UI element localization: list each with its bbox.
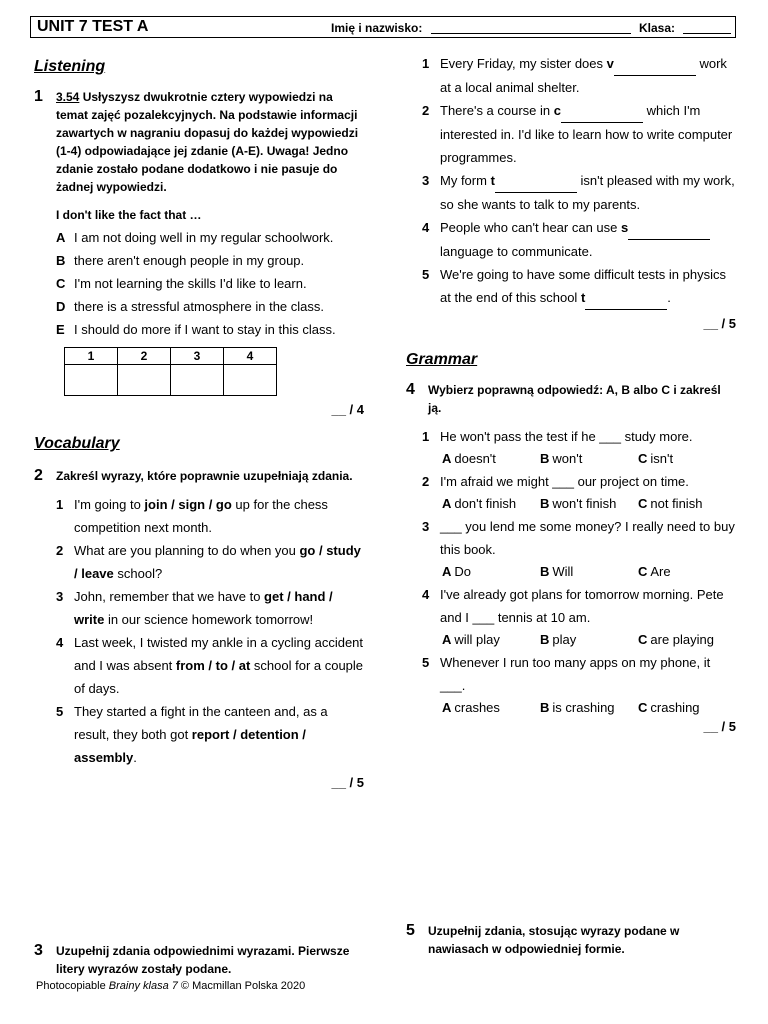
answer-option[interactable] bbox=[638, 448, 736, 470]
listening-option bbox=[56, 226, 364, 249]
name-label: Imię i nazwisko: bbox=[331, 21, 423, 35]
answer-cell[interactable] bbox=[118, 365, 171, 396]
listening-options bbox=[34, 226, 364, 341]
vocabulary-item bbox=[56, 585, 364, 631]
task-2 bbox=[34, 467, 364, 485]
task-3-heading bbox=[34, 942, 364, 978]
blank-field[interactable]: t bbox=[491, 173, 577, 188]
option-letter: C bbox=[638, 564, 648, 579]
grammar-item bbox=[422, 425, 736, 448]
option-text: I am not doing well in my regular schoolwork. bbox=[74, 230, 334, 245]
fill-in-item bbox=[422, 216, 736, 263]
option-letter: B bbox=[540, 496, 550, 511]
word-choice[interactable]: go / study / leave bbox=[74, 543, 361, 581]
answer-option[interactable] bbox=[638, 629, 736, 651]
answer-cell[interactable] bbox=[65, 365, 118, 396]
option-text: won't bbox=[552, 451, 583, 466]
listening-option bbox=[56, 272, 364, 295]
option-text: don't finish bbox=[454, 496, 517, 511]
option-letter: E bbox=[56, 322, 65, 337]
task-number: 1 bbox=[34, 88, 43, 105]
name-field[interactable] bbox=[431, 33, 631, 34]
table-header-cell: 1 bbox=[65, 348, 118, 365]
answer-option[interactable] bbox=[540, 561, 638, 583]
option-letter: B bbox=[540, 451, 550, 466]
answer-table bbox=[64, 347, 277, 396]
blank-field[interactable]: s bbox=[621, 220, 710, 235]
item-number: 5 bbox=[422, 655, 430, 670]
answer-options bbox=[442, 448, 736, 470]
item-text: There's a course in c which I'm interested in. I'd like to learn how to write computer programmes. bbox=[440, 99, 736, 169]
answer-option[interactable] bbox=[638, 561, 736, 583]
option-letter: A bbox=[56, 230, 66, 245]
task-instruction: 3.54 Usłyszysz dwukrotnie cztery wypowiedzi na temat zajęć pozalekcyjnych. Na podstawie informacji zawartych w nagraniu dopasuj do każdej wypowiedzi (1-4) odpowiadające jej zdanie (A-E). Uwaga! Jedno zdanie zostało podane dodatkowo i nie pasuje do żadnej wypowiedzi. bbox=[56, 90, 359, 194]
option-letter: C bbox=[638, 451, 648, 466]
answer-options bbox=[442, 561, 736, 583]
listening-option bbox=[56, 249, 364, 272]
answer-option[interactable] bbox=[540, 493, 638, 515]
listening-title: Listening bbox=[34, 58, 106, 75]
option-text: isn't bbox=[650, 451, 674, 466]
listening-option bbox=[56, 295, 364, 318]
answer-option[interactable] bbox=[540, 448, 638, 470]
option-letter: B bbox=[56, 253, 66, 268]
grammar-title: Grammar bbox=[406, 351, 478, 368]
answer-cell[interactable] bbox=[224, 365, 277, 396]
table-header-cell: 3 bbox=[171, 348, 224, 365]
grammar-item bbox=[422, 515, 736, 561]
option-letter: A bbox=[442, 564, 452, 579]
task-instruction: Zakreśl wyrazy, które poprawnie uzupełniają zdania. bbox=[56, 469, 353, 483]
answer-option[interactable] bbox=[442, 629, 540, 651]
task-4 bbox=[406, 381, 736, 417]
option-text: there aren't enough people in my group. bbox=[74, 253, 305, 268]
item-text: Every Friday, my sister does v work at a local animal shelter. bbox=[440, 52, 736, 99]
class-field[interactable] bbox=[683, 33, 731, 34]
fill-in-item bbox=[422, 99, 736, 169]
vocabulary-item bbox=[56, 493, 364, 539]
right-column bbox=[406, 52, 736, 734]
grammar-item bbox=[422, 651, 736, 697]
option-letter: C bbox=[638, 632, 648, 647]
option-text: doesn't bbox=[454, 451, 496, 466]
vocabulary-item bbox=[56, 631, 364, 700]
blank-field[interactable]: c bbox=[554, 103, 643, 118]
option-text: not finish bbox=[650, 496, 703, 511]
question-text: ___ you lend me some money? I really need to buy this book. bbox=[440, 519, 735, 557]
answer-options bbox=[442, 629, 736, 651]
item-number: 3 bbox=[422, 519, 430, 534]
vocabulary-item bbox=[56, 700, 364, 769]
item-text: We're going to have some difficult tests in physics at the end of this school t . bbox=[440, 263, 736, 310]
option-letter: C bbox=[638, 700, 648, 715]
option-letter: A bbox=[442, 496, 452, 511]
fill-in-item bbox=[422, 169, 736, 216]
vocabulary-title: Vocabulary bbox=[34, 435, 120, 452]
answer-option[interactable] bbox=[540, 697, 638, 719]
task-number: 4 bbox=[406, 381, 415, 398]
option-letter: C bbox=[56, 276, 66, 291]
item-number: 4 bbox=[56, 635, 64, 650]
listening-option bbox=[56, 318, 364, 341]
vocabulary-item bbox=[56, 539, 364, 585]
word-choice[interactable]: join / sign / go bbox=[144, 497, 232, 512]
item-text: My form t isn't pleased with my work, so she wants to talk to my parents. bbox=[440, 169, 736, 216]
item-number: 2 bbox=[422, 474, 430, 489]
vocabulary-items bbox=[34, 493, 364, 769]
item-number: 3 bbox=[422, 173, 430, 188]
unit-title: UNIT 7 TEST A bbox=[37, 18, 149, 35]
answer-option[interactable] bbox=[638, 493, 736, 515]
answer-cell[interactable] bbox=[171, 365, 224, 396]
option-text: won't finish bbox=[552, 496, 617, 511]
answer-options bbox=[442, 493, 736, 515]
answer-option[interactable] bbox=[442, 448, 540, 470]
question-text: I've already got plans for tomorrow morning. Pete and I ___ tennis at 10 am. bbox=[440, 587, 724, 625]
grammar-item bbox=[422, 583, 736, 629]
listening-stem: I don't like the fact that … bbox=[56, 208, 202, 222]
option-text: play bbox=[552, 632, 577, 647]
option-text: I should do more if I want to stay in this class. bbox=[74, 322, 336, 337]
item-text: People who can't hear can use s language to communicate. bbox=[440, 216, 736, 263]
task-3-items bbox=[406, 52, 736, 310]
answer-option[interactable] bbox=[442, 493, 540, 515]
item-text: What are you planning to do when you go / study / leave school? bbox=[74, 543, 361, 581]
blank-field[interactable]: v bbox=[607, 56, 696, 71]
item-text: I'm going to join / sign / go up for the chess competition next month. bbox=[74, 497, 328, 535]
left-column bbox=[34, 48, 364, 790]
option-text: I'm not learning the skills I'd like to learn. bbox=[74, 276, 307, 291]
answer-options bbox=[442, 697, 736, 719]
fill-in-item bbox=[422, 263, 736, 310]
answer-option[interactable] bbox=[638, 697, 736, 719]
option-letter: A bbox=[442, 451, 452, 466]
option-text: crashing bbox=[650, 700, 700, 715]
score-task-1: __ / 4 bbox=[331, 402, 364, 417]
grammar-items bbox=[406, 425, 736, 719]
option-text: there is a stressful atmosphere in the class. bbox=[74, 299, 325, 314]
fill-in-item bbox=[422, 52, 736, 99]
task-number: 2 bbox=[34, 467, 43, 484]
item-text: Last week, I twisted my ankle in a cycling accident and I was absent from / to / at school for a couple of days. bbox=[74, 635, 364, 696]
option-letter: D bbox=[56, 299, 66, 314]
grammar-item bbox=[422, 470, 736, 493]
option-letter: A bbox=[442, 700, 452, 715]
option-letter: B bbox=[540, 700, 550, 715]
item-number: 2 bbox=[56, 543, 64, 558]
item-number: 5 bbox=[56, 704, 64, 719]
option-text: will play bbox=[454, 632, 500, 647]
score-task-4: __ / 5 bbox=[703, 719, 736, 734]
task-number: 3 bbox=[34, 942, 43, 959]
item-number: 1 bbox=[56, 497, 64, 512]
task-instruction: Uzupełnij zdania odpowiednimi wyrazami. Pierwsze litery wyrazów zostały podane. bbox=[56, 944, 350, 976]
class-label: Klasa: bbox=[639, 21, 676, 35]
answer-option[interactable] bbox=[442, 561, 540, 583]
option-text: Are bbox=[650, 564, 671, 579]
word-choice[interactable]: from / to / at bbox=[175, 658, 251, 673]
task-instruction: Uzupełnij zdania, stosując wyrazy podane w nawiasach w odpowiedniej formie. bbox=[428, 924, 680, 956]
word-choice[interactable]: get / hand / write bbox=[74, 589, 333, 627]
table-header-cell: 4 bbox=[224, 348, 277, 365]
option-letter: C bbox=[638, 496, 648, 511]
option-text: Will bbox=[552, 564, 574, 579]
task-number: 5 bbox=[406, 922, 415, 939]
item-number: 1 bbox=[422, 56, 430, 71]
footer-credit: Photocopiable Brainy klasa 7 © Macmillan Polska 2020 bbox=[36, 980, 306, 992]
item-number: 5 bbox=[422, 267, 430, 282]
task-instruction: Wybierz poprawną odpowiedź: A, B albo C i zakreśl ją. bbox=[428, 383, 721, 415]
question-text: He won't pass the test if he ___ study more. bbox=[440, 429, 693, 444]
item-text: John, remember that we have to get / hand / write in our science homework tomorrow! bbox=[74, 589, 333, 627]
test-header bbox=[30, 16, 736, 38]
answer-option[interactable] bbox=[442, 697, 540, 719]
score-task-2: __ / 5 bbox=[331, 775, 364, 790]
task-1 bbox=[34, 88, 364, 196]
item-number: 3 bbox=[56, 589, 64, 604]
option-text: are playing bbox=[650, 632, 714, 647]
item-text: They started a fight in the canteen and, as a result, they both got report / detention / assembly. bbox=[74, 704, 328, 765]
item-number: 2 bbox=[422, 103, 430, 118]
question-text: I'm afraid we might ___ our project on time. bbox=[440, 474, 689, 489]
word-choice[interactable]: report / detention / assembly bbox=[74, 727, 306, 765]
answer-option[interactable] bbox=[540, 629, 638, 651]
option-text: crashes bbox=[454, 700, 500, 715]
item-number: 1 bbox=[422, 429, 430, 444]
option-letter: B bbox=[540, 564, 550, 579]
item-number: 4 bbox=[422, 220, 430, 235]
option-text: is crashing bbox=[552, 700, 615, 715]
item-number: 4 bbox=[422, 587, 430, 602]
blank-field[interactable]: t bbox=[581, 290, 667, 305]
option-letter: A bbox=[442, 632, 452, 647]
option-letter: B bbox=[540, 632, 550, 647]
score-task-3: __ / 5 bbox=[703, 316, 736, 331]
option-text: Do bbox=[454, 564, 472, 579]
track-number: 3.54 bbox=[56, 90, 80, 104]
question-text: Whenever I run too many apps on my phone, it ___. bbox=[440, 655, 711, 693]
task-5-heading bbox=[406, 922, 736, 958]
table-header-cell: 2 bbox=[118, 348, 171, 365]
